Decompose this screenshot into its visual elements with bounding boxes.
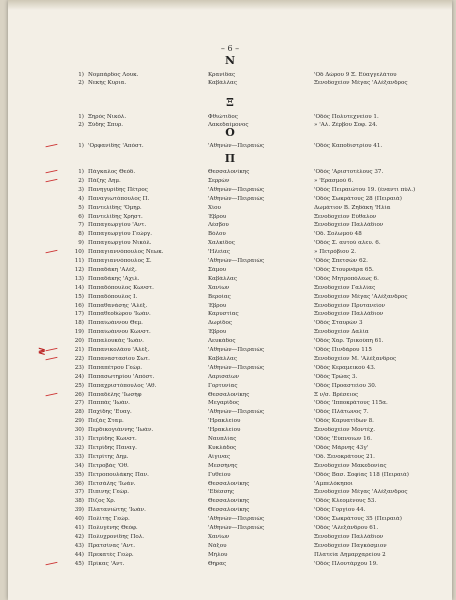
entry-num: 3) bbox=[78, 186, 84, 193]
entry-name: Πετρίτης Δημ. bbox=[88, 453, 129, 460]
entry-city: 'Αθηνών—Πειραιώς bbox=[208, 409, 265, 416]
entry-name: Ξύδης Σπυρ. bbox=[88, 122, 124, 128]
section-letter: Ν bbox=[224, 54, 236, 67]
entry-addr: » 'Ερασμού 6. bbox=[314, 177, 354, 184]
entry-city: Χαλκίδος bbox=[208, 240, 235, 247]
entry-name: Παντελίδης Χρήστ. bbox=[88, 213, 143, 220]
entry-addr: 'Οδός Καποδιστρίου 41. bbox=[314, 143, 383, 149]
entry-addr: Ξενοδοχείον Γαλλίας bbox=[314, 284, 376, 291]
entry-name: Παπαθεοδώρου 'Ιωάν. bbox=[88, 311, 151, 318]
entry-addr: 'Οδός Κλεομένους 53. bbox=[314, 498, 377, 505]
entry-num: 10) bbox=[74, 249, 84, 256]
entry-name: Παπαδάκης 'Αχιλ. bbox=[88, 275, 140, 282]
entry-city: Λέσβου bbox=[208, 222, 229, 229]
entry-num: 13) bbox=[74, 275, 84, 282]
entry-addr: Ξ ν/σ. Βρέσειος bbox=[314, 391, 359, 398]
entry-city: Χανίων bbox=[208, 284, 230, 291]
entry-num: 32) bbox=[74, 444, 84, 451]
entry-num: 17) bbox=[74, 311, 84, 318]
list-item bbox=[8, 114, 452, 121]
entry-addr: Ξενοδοχείον Μέγας 'Αλέξανδρος bbox=[314, 80, 408, 86]
entry-city: 'Ηρακλείου bbox=[208, 427, 241, 434]
entry-num: 18) bbox=[74, 320, 84, 327]
entry-name: Πετρίδης Κωνστ. bbox=[88, 436, 137, 442]
entry-name: Πολυχρονίδης Πολ. bbox=[88, 533, 145, 540]
entry-addr: Ξενοδοχείον Μοντέχ. bbox=[314, 427, 376, 434]
entry-name: Πίζος Χρ. bbox=[88, 498, 116, 505]
list-item bbox=[8, 329, 452, 336]
entry-num: 2) bbox=[78, 177, 84, 184]
entry-name: Περδικογιάννης 'Ιωάν. bbox=[88, 427, 154, 434]
entry-num: 4) bbox=[78, 195, 84, 202]
entry-num: 1) bbox=[78, 169, 84, 175]
entry-city: Μεγαρίδος bbox=[208, 400, 240, 407]
list-item bbox=[8, 267, 452, 274]
list-item bbox=[8, 338, 452, 345]
entry-city: Κυκλάδος bbox=[208, 444, 237, 451]
entry-num: 8) bbox=[78, 231, 84, 238]
entry-addr: 'Οδός Σωκράτους 28 (Πειραιά) bbox=[314, 195, 402, 202]
entry-name: Παπαγιαννόπουλος Νεωκ. bbox=[88, 249, 164, 256]
entry-addr: 'Οδ. Σολωμού 48 bbox=[314, 231, 362, 238]
entry-addr: 'Οδός Βασ. Σοφίας 118 (Πειραιά) bbox=[314, 471, 409, 478]
entry-num: 41) bbox=[74, 525, 84, 531]
entry-name: Πετροπουλάκης Παν. bbox=[88, 471, 149, 478]
entry-num: 2) bbox=[78, 80, 84, 86]
entry-name: Παπαπέτρου Γεώρ. bbox=[88, 364, 143, 371]
entry-num: 43) bbox=[74, 542, 84, 549]
list-item bbox=[8, 72, 452, 79]
entry-num: 29) bbox=[74, 418, 84, 425]
entry-city: Γορτυνίας bbox=[208, 382, 238, 389]
entry-city: Έβρου bbox=[208, 329, 227, 336]
document-page bbox=[8, 0, 452, 600]
entry-addr: 'Οδός Πλάτωνος 7. bbox=[314, 409, 369, 416]
entry-name: Πάγκαλος Θεόδ. bbox=[88, 169, 136, 175]
entry-addr: 'Οδός 'Εύπνοιων 16. bbox=[314, 436, 373, 442]
entry-name: Παπαγεωργίου 'Αντ. bbox=[88, 222, 147, 229]
entry-num: 23) bbox=[74, 364, 84, 371]
entry-name: Παναγιωτόπουλος Π. bbox=[88, 195, 150, 202]
page-number: – 6 – bbox=[220, 44, 240, 53]
section-letter: Π bbox=[224, 152, 236, 165]
entry-name: Ξηρός Νικόλ. bbox=[88, 114, 127, 120]
red-check-mark bbox=[46, 144, 59, 152]
entry-num: 15) bbox=[74, 293, 84, 300]
entry-city: Νάξου bbox=[208, 542, 227, 549]
entry-city: Θήρας bbox=[208, 560, 227, 567]
torn-top-edge bbox=[8, 0, 452, 10]
entry-name: Παπαγεωργίου Νικόλ. bbox=[88, 240, 152, 247]
entry-num: 14) bbox=[74, 284, 84, 291]
list-item bbox=[8, 303, 452, 310]
entry-num: 39) bbox=[74, 507, 84, 514]
entry-addr: 'Οδός Καρυατίδων 8. bbox=[314, 418, 374, 425]
list-item bbox=[8, 374, 452, 381]
entry-addr: Ξενοδοχείον Μέγας 'Αλέξανδρος bbox=[314, 489, 408, 496]
entry-addr: Πλατεία Δημαρχαρείου 2 bbox=[314, 551, 386, 558]
entry-addr: 'Οδός Στουρνάρα 65. bbox=[314, 266, 374, 273]
entry-name: Πολυγένης Θεόφ. bbox=[88, 525, 138, 531]
entry-num: 5) bbox=[78, 204, 84, 211]
entry-name: Παπαδόπουλος Ι. bbox=[88, 293, 138, 300]
entry-addr: 'Οδ Δώρου 9 Ξ. Εύαγγελάτου bbox=[314, 72, 397, 78]
entry-city: Φθιώτιδος bbox=[208, 114, 238, 120]
entry-addr: 'Οδός Προαστείου 30. bbox=[314, 382, 377, 389]
entry-num: 31) bbox=[74, 436, 84, 442]
entry-city: Λαρισαίων bbox=[208, 373, 240, 380]
entry-addr: 'Οδός Μητροπόλεως 6. bbox=[314, 275, 379, 282]
entry-num: 1) bbox=[78, 114, 84, 120]
entry-addr: 'Οδός Πειραιώτου 19. (έναντι πύλ.) bbox=[314, 186, 416, 193]
entry-city: Δωρίδος bbox=[208, 320, 232, 327]
list-item bbox=[8, 365, 452, 372]
entry-city: Έβρου bbox=[208, 302, 227, 309]
list-item bbox=[8, 311, 452, 318]
list-item bbox=[8, 516, 452, 523]
entry-addr: 'Οδός Γοργίου 44. bbox=[314, 507, 366, 514]
entry-num: 26) bbox=[74, 391, 84, 398]
list-item bbox=[8, 320, 452, 327]
entry-num: 37) bbox=[74, 489, 84, 496]
entry-num: 35) bbox=[74, 471, 84, 478]
list-item bbox=[8, 258, 452, 265]
entry-num: 38) bbox=[74, 498, 84, 505]
list-item bbox=[8, 472, 452, 479]
entry-num: 16) bbox=[74, 302, 84, 309]
entry-name: Πετσάλης 'Ιωάν. bbox=[88, 480, 136, 487]
list-item bbox=[8, 445, 452, 452]
entry-city: Μεσσήνης bbox=[208, 462, 238, 469]
entry-city: 'Αθηνών—Πειραιώς bbox=[208, 364, 265, 371]
entry-name: Πανηγυρίδης Πέτρος bbox=[88, 186, 148, 193]
entry-city: Ναυπλίας bbox=[208, 436, 237, 442]
entry-name: Πιπινης Γεώρ. bbox=[88, 489, 130, 496]
entry-addr: 'Οδ. Ξενοκράτους 21. bbox=[314, 453, 375, 460]
entry-city: Θεσσαλονίκης bbox=[208, 391, 250, 398]
entry-num: 7) bbox=[78, 222, 84, 229]
list-item bbox=[8, 214, 452, 221]
list-item bbox=[8, 436, 452, 443]
entry-city: Λακεδαίμονος bbox=[208, 122, 249, 128]
entry-name: Παπασωτηρίου 'Απόστ. bbox=[88, 373, 155, 380]
entry-name: Νεκής Κυρια. bbox=[88, 80, 127, 86]
entry-city: 'Αθηνών—Πειραιώς bbox=[208, 347, 265, 353]
entry-addr: Δωμάτιον Β. Ζηδάκη 'Ηλία bbox=[314, 204, 391, 211]
entry-num: 44) bbox=[74, 551, 84, 558]
entry-num: 20) bbox=[74, 338, 84, 345]
handwritten-mark: ≷ bbox=[38, 347, 46, 357]
list-item bbox=[8, 525, 452, 532]
entry-addr: 'Οδός Σωκράτους 35 (Πειραιά) bbox=[314, 516, 402, 523]
entry-city: Αίγινας bbox=[208, 453, 231, 460]
list-item bbox=[8, 285, 452, 292]
list-item bbox=[8, 347, 452, 354]
entry-city: 'Ηρακλείου bbox=[208, 418, 241, 425]
entry-num: 6) bbox=[78, 213, 84, 220]
entry-city: Καβάλλας bbox=[208, 355, 237, 362]
entry-num: 36) bbox=[74, 480, 84, 487]
list-item bbox=[8, 196, 452, 203]
list-item bbox=[8, 489, 452, 496]
entry-name: Παπαδέλης 'Ιωσήφ bbox=[88, 391, 142, 398]
entry-addr: Ξενοδοχείον Παλλάδιον bbox=[314, 533, 384, 540]
entry-city: Θεσσαλονίκης bbox=[208, 169, 250, 175]
entry-num: 2) bbox=[78, 122, 84, 128]
section-letter: Ο bbox=[225, 126, 235, 139]
entry-name: Πετρίδης Παναγ. bbox=[88, 444, 137, 451]
list-item bbox=[8, 249, 452, 256]
entry-name: Παπαχριστόπουλος 'Αθ. bbox=[88, 382, 157, 389]
entry-city: Χίου bbox=[208, 204, 221, 211]
entry-city: Θεσσαλονίκης bbox=[208, 480, 250, 487]
entry-name: Παπαλουκάς 'Ιωάν. bbox=[88, 338, 144, 345]
list-item bbox=[8, 400, 452, 407]
list-item bbox=[8, 418, 452, 425]
list-item bbox=[8, 543, 452, 550]
entry-addr: 'Οδός 'Αριστοτέλους 37. bbox=[314, 169, 384, 175]
entry-num: 21) bbox=[74, 347, 84, 353]
entry-city: 'Ηλείας bbox=[208, 249, 230, 256]
entry-addr: Ξενοδοχείον Μέγας 'Αλέξανδρος bbox=[314, 293, 408, 300]
entry-addr: Ξενοδοχείον Μακεδονίας bbox=[314, 462, 387, 469]
entry-addr: 'Οδός 'Ιπποκράτους 115α. bbox=[314, 400, 388, 407]
entry-num: 24) bbox=[74, 373, 84, 380]
entry-addr: 'Οδός Μάρνης 43γ' bbox=[314, 444, 369, 451]
entry-city: Χανίων bbox=[208, 533, 230, 540]
entry-addr: » 'Αλ. Ζέρβου Σοφ. 24. bbox=[314, 122, 378, 128]
entry-addr: 'Οδός Πλουτάρχου 19. bbox=[314, 560, 378, 567]
list-item bbox=[8, 481, 452, 488]
entry-name: Παχίδης 'Ευαγ. bbox=[88, 409, 132, 416]
list-item bbox=[8, 187, 452, 194]
list-item bbox=[8, 294, 452, 301]
entry-city: Καρυστίας bbox=[208, 311, 239, 318]
entry-name: Πρεκατές Γεώρ. bbox=[88, 551, 134, 558]
entry-addr: Ξενοδοχείον Εύθαλον bbox=[314, 213, 377, 220]
list-item bbox=[8, 222, 452, 229]
list-item bbox=[8, 507, 452, 514]
entry-addr: 'Οδός Σπετσών 62. bbox=[314, 258, 368, 264]
list-item bbox=[8, 205, 452, 212]
entry-addr: 'Αμπελόκηποι bbox=[314, 480, 353, 487]
section-letter: Ξ bbox=[226, 96, 234, 109]
entry-num: 42) bbox=[74, 533, 84, 540]
entry-city: Καβάλλας bbox=[208, 80, 237, 86]
entry-city: 'Αθηνών—Πειραιώς bbox=[208, 258, 265, 264]
entry-name: Παπαϊωάννου Θεμ. bbox=[88, 320, 143, 327]
entry-addr: 'Οδός Χαρ. Τρικούπη 61. bbox=[314, 338, 384, 345]
entry-city: 'Αθηνών—Πειραιώς bbox=[208, 195, 265, 202]
entry-city: 'Εδέσσης bbox=[208, 489, 235, 496]
entry-num: 33) bbox=[74, 453, 84, 460]
entry-addr: 'Οδός Σταυρών 3 bbox=[314, 320, 363, 327]
entry-addr: 'Οδός 'Αλεξάνδρου 61. bbox=[314, 525, 379, 531]
entry-city: 'Αθηνών—Πειραιώς bbox=[208, 516, 265, 523]
entry-name: Πρίκας 'Αντ. bbox=[88, 560, 125, 567]
entry-num: 1) bbox=[78, 143, 84, 149]
entry-num: 40) bbox=[74, 516, 84, 523]
list-item bbox=[8, 561, 452, 568]
entry-city: Θεσσαλονίκης bbox=[208, 498, 250, 505]
list-item bbox=[8, 276, 452, 283]
entry-city: Βόλου bbox=[208, 231, 226, 238]
entry-city: Σάμου bbox=[208, 266, 227, 273]
entry-name: Πεζάς Σταμ. bbox=[88, 418, 124, 425]
entry-name: Παπαγεωργίου Γεώργ. bbox=[88, 231, 153, 238]
list-item bbox=[8, 383, 452, 390]
list-item bbox=[8, 143, 452, 150]
entry-city: Θεσσαλονίκης bbox=[208, 507, 250, 514]
list-item bbox=[8, 231, 452, 238]
entry-city: Βεροίας bbox=[208, 293, 231, 300]
entry-addr: Ξενοδοχείον Παλλάδιον bbox=[314, 222, 384, 229]
entry-name: Πλατανιώτης 'Ιωάν. bbox=[88, 507, 146, 514]
list-item bbox=[8, 409, 452, 416]
entry-name: Νομπάρδος Λουκ. bbox=[88, 72, 139, 78]
list-item bbox=[8, 80, 452, 87]
entry-addr: » Πετρόβιου 2. bbox=[314, 249, 357, 256]
entry-city: Έβρου bbox=[208, 213, 227, 220]
entry-name: Παπαγιαννόπουλος Σ. bbox=[88, 258, 152, 264]
entry-num: 19) bbox=[74, 329, 84, 336]
entry-addr: 'Οδός Κεραμεικού 43. bbox=[314, 364, 376, 371]
list-item bbox=[8, 552, 452, 559]
entry-city: Καβάλλας bbox=[208, 275, 237, 282]
entry-addr: 'Οδός Τρώας 3. bbox=[314, 373, 358, 380]
entry-num: 34) bbox=[74, 462, 84, 469]
entry-city: Κρανίδας bbox=[208, 72, 236, 78]
entry-name: Πρατσίνας 'Αντ. bbox=[88, 542, 135, 549]
entry-name: Παπαδάκη 'Αλέξ. bbox=[88, 266, 137, 273]
entry-city: Μήλου bbox=[208, 551, 228, 558]
entry-name: Παπαθανάσης 'Αλέξ. bbox=[88, 302, 148, 309]
entry-num: 1) bbox=[78, 72, 84, 78]
entry-addr: Ξενοδοχείον Δαλία bbox=[314, 329, 369, 336]
list-item bbox=[8, 169, 452, 176]
entry-name: Παππάς 'Ιωάν. bbox=[88, 400, 130, 407]
entry-addr: 'Οδός Πινδάρου 115 bbox=[314, 347, 372, 353]
entry-num: 45) bbox=[74, 560, 84, 567]
entry-addr: Ξενοδοχείον Πρυτανείον bbox=[314, 302, 386, 309]
list-item bbox=[8, 178, 452, 185]
entry-city: Σερρών bbox=[208, 177, 230, 184]
entry-num: 22) bbox=[74, 355, 84, 362]
entry-city: Λευκάδος bbox=[208, 338, 236, 345]
entry-num: 12) bbox=[74, 266, 84, 273]
entry-addr: Ξενοδοχείον Παλλάδιον bbox=[314, 311, 384, 318]
entry-city: 'Αθηνών—Πειραιώς bbox=[208, 525, 265, 531]
entry-name: Πετροβάς 'Οθ. bbox=[88, 462, 129, 469]
entry-name: Παπαϊωάννου Κωνστ. bbox=[88, 329, 151, 336]
entry-city: 'Αθηνών—Πειραιώς bbox=[208, 186, 265, 193]
entry-name: Παντελίδης 'Όμηρ. bbox=[88, 204, 142, 211]
entry-addr: 'Οδός Σ. αυτού αλευ. 6. bbox=[314, 240, 381, 247]
entry-city: 'Αθηνών—Πειραιώς bbox=[208, 143, 265, 149]
entry-name: Παπαναστασίου Σωτ. bbox=[88, 355, 150, 362]
list-item bbox=[8, 427, 452, 434]
entry-name: 'Ορφανίδης 'Απόστ. bbox=[88, 143, 144, 149]
entry-name: Παπαδόπουλος Κωνστ. bbox=[88, 284, 154, 291]
entry-name: Πάζης Δημ. bbox=[88, 177, 121, 184]
entry-num: 30) bbox=[74, 427, 84, 434]
entry-num: 9) bbox=[78, 240, 84, 247]
entry-num: 27) bbox=[74, 400, 84, 407]
entry-name: Παπανικολάου 'Αλέξ. bbox=[88, 347, 150, 353]
list-item bbox=[8, 498, 452, 505]
list-item bbox=[8, 463, 452, 470]
entry-num: 11) bbox=[74, 258, 84, 264]
entry-name: Πολίτης Γεώρ. bbox=[88, 516, 130, 523]
list-item bbox=[8, 392, 452, 399]
entry-num: 28) bbox=[74, 409, 84, 416]
list-item bbox=[8, 454, 452, 461]
entry-addr: Ξενοδοχείον Μ. 'Αλέξανδρος bbox=[314, 355, 397, 362]
entry-num: 25) bbox=[74, 382, 84, 389]
list-item bbox=[8, 534, 452, 541]
entry-addr: Ξενοδοχείον Παγκόσμιον bbox=[314, 542, 387, 549]
entry-city: Γυθείου bbox=[208, 471, 231, 478]
list-item bbox=[8, 240, 452, 247]
entry-addr: 'Οδός Πολυτεχνείου 1. bbox=[314, 114, 379, 120]
list-item bbox=[8, 356, 452, 363]
